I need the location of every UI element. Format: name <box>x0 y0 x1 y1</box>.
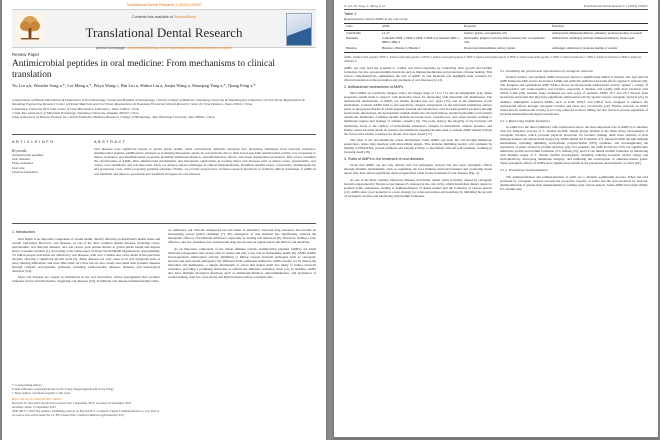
body-paragraph: As an important component of the innate immune system, antimicrobial peptides (AMPs) are small molecule polypeptides that widely exist in nature and play a key role in maintaining health [9]. AMPs exhibit broad-spectrum antibacterial activity, inhibiting or killing various bacterial pathogens such as cariogenic bacteria and periodontal pathogens [10]. Different from traditional antibiotics, AMPs usually act by destroying microbial cell membranes, a unique mechanism of action that makes them less likely to induce bacterial resistance, providing a promising alternative to address the antibiotic resistance crisis [11]. In addition, AMPs also have multiple biological functions such as immunomodulation, anti-inflammation, and promotion of wound healing, with low cytotoxicity and high biological safety to human cells. <box>168 246 316 279</box>
table-cell: Cathelicidin <box>346 30 361 35</box>
section-heading-mechanisms: 2. Antibacterial mechanisms of AMPs <box>344 84 404 89</box>
body-paragraph: Most oral diseases are caused by imbalances in the oral microbiota, whose dysregulated flora produce virulence factors and metabolites, triggering oral diseases [5,6]. Traditional oral disease treatment mainly relies <box>12 275 160 284</box>
affiliation-a: a Department of Human Microbiome & Department of Periodontology, School and Hospital of Stomatology, Cheeloo College of Medicine, Shandong University & Shandong Key Laboratory of Oral Tissue Regeneration & Shandong Engineering Research Center of Dental Materials and Oral Tissue Regeneration & Shandong Provincial Clinical Research Center for Oral Diseases, Jinan 250012, China <box>12 98 305 107</box>
footnote-emails[interactable]: E-mail addresses: songwz@sdu.edu.cn (W. Song), fengqiang@sdu.edu.cn (Q. Feng). <box>12 386 114 391</box>
abstract-text: Oral diseases pose significant threats to global public health, while conventional antibiotic therapies face increasing challenges from bacterial resistance. Antimicrobial peptides (AMPs) have emerged as promising therapeutic agents in oral medicine due to their broad-spectrum antimicrobial activity, low propensity to induce resistance, and multifunctional properties including immunomodulation, anti-inflammatory effects, and tissue regeneration promotion. This review examines the classification of AMPs, their antimicrobial mechanisms, and therapeutic applications in treating major oral diseases such as dental caries, periodontitis, oral cancer, oral candidiasis, and oral mucositis. Then, we analyze current challenges in clinical implementation, including stability issues, cytotoxicity, immunogenicity, and production costs, while proposing potential solutions. Finally, we provide perspectives on future research directions to facilitate clinical translation of AMPs in oral medicine and improve prevention and treatment strategies for oral diseases. <box>94 147 316 176</box>
running-head-journal: Translational Dental Research 1 (2025) 100027 <box>583 4 648 8</box>
table-cell: Antibacterial; immunomodulation; antitumor; promotes healing of wounds <box>552 30 642 35</box>
running-head-authors: X. Liu, W. Song, L. Meng et al. <box>344 4 386 8</box>
article-type: Review Paper <box>12 52 40 57</box>
table-cell: Histatins <box>344 46 380 52</box>
banner-center <box>52 15 276 50</box>
body-paragraph: Natural, natural, and synthetic AMPs have been shown to significantly inhibit S. mutans. The tryp-derived AMP Temporin-GHa and its derivatives GHaR and GHa11R exhibit bactericidal effects against S. mutans [19]. The designed and synthesized AMP ZXR-2 shows broad-spectrum antibacterial activity against a variety of Gram-positive and Gram-negative oral bacteria, especially S. mutans, and rapidly kills most bacterial cells within 5 min [20]. Another study evaluated two new types of synthetic AMPs 1F-1 and 1F-2 derived from lactoferrin and found that they have significant antibacterial activity against various cariogenic bacteria [21]. In addition, amphiphilic α-helical AMPs, such as G1R, GH12, and GH16, were designed to enhance the antibacterial effects through cariogenic bacteria and show low cytotoxicity [22]. Further research on GH12 found that its antibacterial activity is not only reflected in direct killing but also involves precise regulation of bacterial metabolism and signal transduction. <box>500 75 648 116</box>
affiliation-c: c State Key Laboratory of Microbial Technology, Shandong University, Qingdao 266237, China <box>12 110 139 115</box>
divider <box>12 223 316 224</box>
sciencedirect-link[interactable]: ScienceDirect <box>173 15 196 19</box>
footnote: * Corresponding authors. <box>12 383 43 387</box>
journal-citation-bar[interactable]: Translational Dental Research 1 (2025) 100027 <box>126 3 202 7</box>
body-paragraph: Oral health is an important component of overall health, directly affecting an individual's health status and overall well-being. However, oral diseases, as one of the most common human diseases, including caries, periodontitis, oral mucosal diseases, and oral cancer, pose serious threats to global public health and impose heavy economic burdens [1]. According to the latest report from the World Health Organization, approximately 3.5 billion people worldwide are affected by oral diseases, with over 1 billion new cases added in the past three decades, showing a significant growth trend [2]. These diseases not only cause local oral symptoms such as pain, chewing difficulties, and even affect their very lives but are also closely associated with systemic diseases through complex oral-systemic pathways, including cardiovascular diseases, diabetes, and neurological disorders [3,4]. <box>12 236 160 273</box>
table-row <box>344 46 648 52</box>
table-header-cell: Properties <box>462 24 550 31</box>
table-header-cell: Class <box>344 24 380 31</box>
abstract-heading: A B S T R A C T <box>94 140 126 144</box>
footnote: 1 These authors contributed equally to this work. <box>12 390 71 395</box>
table-header-cell: AMPs <box>380 24 462 31</box>
table-row <box>344 36 648 45</box>
keyword: Oral care <box>12 165 25 170</box>
article-info-heading: A R T I C L E I N F O <box>12 140 54 144</box>
body-paragraph: As one of the most common infectious diseases worldwide, dental caries is mainly caused by cariogenic bacteria represented by Streptococcus mutans (S. mutans) in the oral cavity, which metabolize dietary sugars to produce acidic substances, leading to demineralization of dental enamel and the formation of carious lesions [12]. AMPs show good potential as a new strategy for caries prevention and treatment by inhibiting the growth of cariogenic bacteria and interfering with biofilm formation. <box>344 177 492 198</box>
keyword: Drug resistance <box>12 161 34 166</box>
subsection-heading: 3.1. Inhibiting the growth and reproduction of cariogenic bacteria <box>500 69 593 73</box>
table-caption: Table 1 <box>344 12 357 16</box>
article-title: Antimicrobial peptides in oral medicine: From mechanisms to clinical translation <box>12 59 275 80</box>
available-online: Available online 15 September 2025 <box>12 404 56 409</box>
issn-license: 2950-3817/© 2025 The Authors. Publishing services by Elsevier B.V. on behalf of KeAi Communications Co. Ltd. This is an open access article under the CC BY license (http://creativecommons.org/licenses/by/4.0/). <box>12 408 159 417</box>
doi-link[interactable]: https://doi.org/10.1016/j.tdr.2025.100027 <box>12 397 62 402</box>
journal-title: Translational Dental Research <box>85 25 243 40</box>
subsection-heading: 3.1.1. Repressing biofilm formation <box>500 118 550 123</box>
contents-available-line: Contents lists available at ScienceDirect <box>132 15 196 19</box>
table-cell: Antibacterial; antifungal; antiviral; immunomodulation; tissue repair <box>552 36 635 41</box>
table-cell: Salivary glands, oral epithelial cells <box>464 30 507 35</box>
page-two <box>334 0 658 440</box>
table-header-row <box>344 24 648 31</box>
abstract <box>94 140 316 176</box>
body-paragraph: The other is the non-membrane action mechanism. Some AMPs can enter the cell through membrane penetration, where they interfere with intracellular targets. This includes inhibiting nucleic acid synthesis by binding to DNA/RNA, protein synthesis and enzyme activity, or interfering with cell wall synthesis, resulting in bacterial death [18]. <box>344 138 492 155</box>
body-column-right <box>168 228 316 281</box>
amp-table <box>344 23 648 53</box>
body-paragraph: Most AMPs are positively charged, with a net charge range of +2 to +11 and are amphiphilic [14]. These properties enable them to interact with molecular bases for interacting with microbial cell membranes. The antibacterial mechanisms of AMPs are mainly divided into two types [15]: one is the membrane action mechanism. Cationic AMPs bind to the negatively charged components on the microbial membrane surface (such as lipopolysaccharide in Gram-negative bacteria and lipoteichoic acid in Gram-positive bacteria) through electrostatic interactions, the hydrophobic domain inserts into the lipid bilayer, and the hydrophilic part remains outside the membrane. Common models include the barrel-stave, toroidal-pore, and carpet models, leading to membrane rupture and leakage of cellular contents [16]. The pores destroy the integrity of the bacterial cell membrane, leads to the outflow of intracellular substances, changes in intracellular osmotic pressure, and finally causes bacterial death. At present, the membrane targeting models used to explain AMPs mainly include the barrel-stave model, toroidal pore model, and carpet model [17]. <box>344 91 492 136</box>
footnotes <box>12 384 160 417</box>
journal-banner <box>12 9 316 48</box>
article-info <box>12 140 84 174</box>
received-dates: Received 25 June 2025; Received in revised form 1 September 2025; Accepted 10 September 2025 <box>12 401 132 406</box>
body-column-right <box>500 66 648 193</box>
running-head <box>344 4 648 8</box>
page-one <box>2 0 326 440</box>
table-footnote: AMPs, antimicrobial peptides; HNP-1, human neutrophil peptide-1; HNP-2, human neutrophil peptide-2; HNP-3, human neutrophil peptide-3; HNP-4, human neutrophil peptide-4; hBD-1, human β-defensin-1; hBD-2, human β-defensin-2; hBD-3, human β-defensin-3. <box>344 55 642 63</box>
affiliations <box>12 98 316 119</box>
keyword: Clinical translation <box>12 169 38 174</box>
body-column-left <box>12 228 160 286</box>
elsevier-tree-logo-icon[interactable] <box>16 14 44 42</box>
body-column-left <box>344 66 492 200</box>
table-cell: α-defensin: HNP-1, HNP-2, HNP-3, HNP-4; β-defensin: hBD-1, hBD-2, hBD-3 <box>382 36 460 45</box>
section-heading-introduction: 1. Introduction <box>12 230 35 234</box>
body-paragraph: AMPs not only hold the potential to combat oral microorganisms by controlling their growth and biofilm formation, but also possess multiple functions such as immunomodulation and promotion of tissue healing. This review comprehensively summarizes the role of AMPs in oral medicine and highlights their potential for clinical translation in the prevention and treatment of oral diseases [12,13]. <box>344 66 492 83</box>
table-subtitle: Representative natural AMPs in the oral cavity. <box>344 17 409 21</box>
divider <box>344 9 648 10</box>
table-cell: Defensins <box>346 36 358 41</box>
body-paragraph: Given that AMPs can not only directly kill oral pathogenic bacteria but also exert synergistic effects through multiple mechanisms, such as regulating the host immune microenvironment and promoting tissue repair, they have shown significant clinical application value for the treatment of oral diseases (Fig. 2). <box>344 163 492 176</box>
body-paragraph: on antibiotics, but with the widespread use and abuse of antibiotics, bacterial drug resistance has become an increasingly severe global challenge [7]. The emergence of this situation has significantly reduced the therapeutic efficacy of traditional antibiotics, especially in treating oral infections [8]. Therefore, finding a safe, effective, and low-resistance new antibacterial drug has become an urgent task in the field of oral medicine. <box>168 228 316 245</box>
body-paragraph: In addition to the direct inhibitory effect mentioned above, the more important role of AMPs is to interfere with the formation process of S. mutans biofilm. Dental plaque biofilm is the main living environment of cariogenic bacteria, which provides physical protection for bacteria, making them more resistant to host immune defense and antibacterial drugs [23]. AMPs inhibit the formation of S. mutans biofilm through multiple mechanisms, including inhibiting extracellular polysaccharide (EPS) synthesis, and downregulating the expression of genes related to biofilm structure [24]. For example, the AMP D-Nal-Pro-Y25 can significantly inhibit the growth and biofilm formation of S. mutans [25], and C2 can inhibit biofilm formation by interfering with multiple stages of S. mutans biofilm development, including reducing bacterial surface charge and hydrophobicity, destroying membrane integrity, and inhibiting the transcription of adhesion-related genes. These synergistic effects of AMPs show significant potential in the prevention and treatment of caries [26]. <box>500 124 648 166</box>
keyword: Oral diseases <box>12 157 30 162</box>
author-list[interactable]: Xu Liu a,b, Wenzhu Song a,*, Lei Meng a,*, Peiyu Wang c, Bin Liu a, Shihui Liu a, Junjia Wang a, Shaoqing Yang a,*, Qiang Feng a,* <box>12 83 256 88</box>
subsection-heading: 3.1.2. Promoting remineralization <box>500 168 548 173</box>
table-cell: LL-37 <box>382 30 390 35</box>
table-cell: Neutrophils; gingival crevicular fluid; keratinocytes; oral epithelial cells <box>464 36 545 45</box>
journal-cover-thumbnail[interactable] <box>286 13 312 46</box>
table-cell: Antifungal; antibacterial; promotes healing of wounds <box>550 46 648 52</box>
journal-homepage-line: journal homepage: www.keaipublishing.com/en/journals/translational-dental-research/ <box>95 46 233 50</box>
table-cell: Histatin 1, Histatin 3, Histatin 5 <box>380 46 462 52</box>
divider <box>12 134 316 135</box>
section-heading-roles: 3. Roles of AMPs in the treatment of oral diseases <box>344 156 424 161</box>
affiliation-d: d Key Laboratory of Disease Proteins for Clinical Predictive Medicine Research, College of Hematology, Tian Wenzhong University, Tian 300041, China <box>12 115 215 120</box>
journal-homepage-link[interactable]: www.keaipublishing.com/en/journals/translational-dental-research/ <box>126 46 233 50</box>
affiliation-b: b Shandong University-BGI Joint Center of Oral Microbiome, Laboratory, Jinan 250012, China <box>12 106 140 111</box>
table-header-cell: Functions <box>550 24 648 31</box>
table-cell: Parotid and submandibular salivary glands <box>462 46 550 52</box>
keywords-heading: Keywords: <box>12 149 28 153</box>
keyword: Antimicrobial peptides <box>12 153 44 157</box>
body-paragraph: The demineralization and remineralization of teeth are a dynamic equilibrium process. When the acid produced by cariogenic bacteria exceeds the protective capacity of saliva and the acid produced by bacteria, demineralization is greater than remineralization, forming early carious lesions. Some AMPs have high affinity for calcium ions, <box>500 174 648 191</box>
